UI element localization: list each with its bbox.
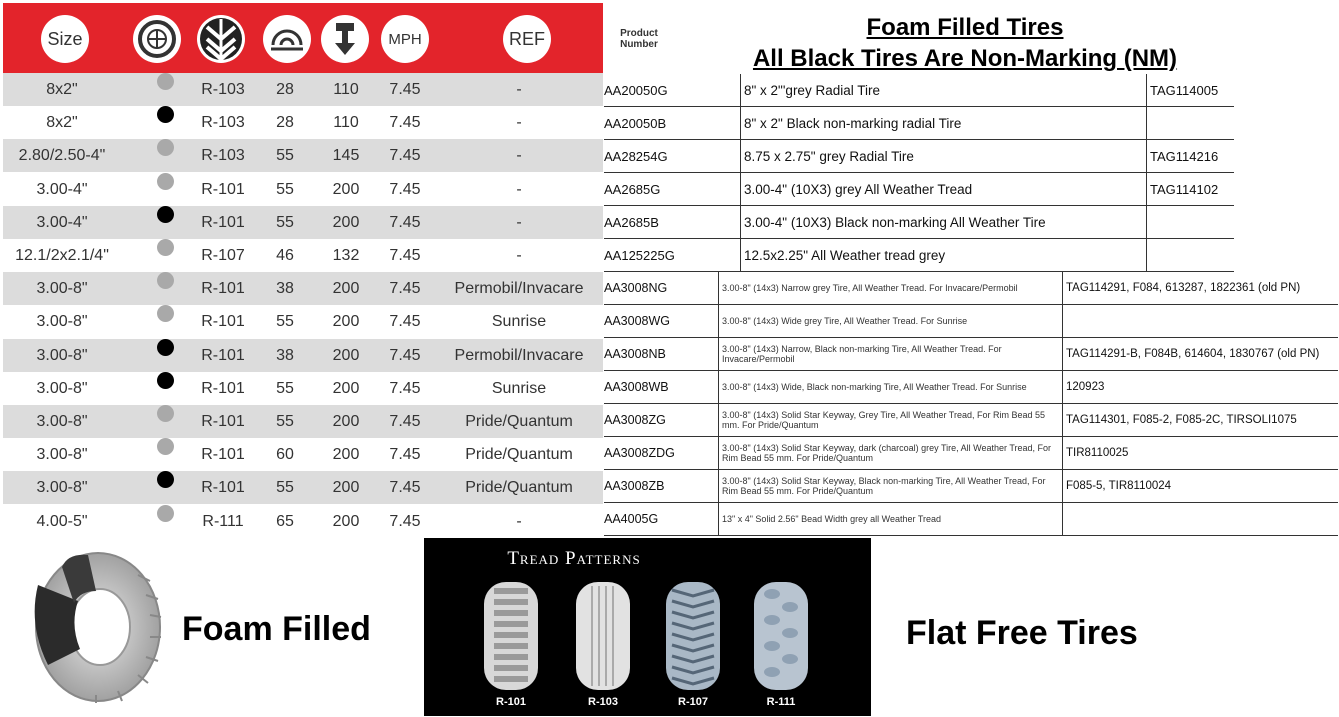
spec-row <box>3 372 603 405</box>
product-number <box>604 470 718 502</box>
product-description-text: 3.00-8" (14x3) Wide grey Tire, All Weather Tread. For Sunrise <box>722 316 968 326</box>
product-tag-text: TAG114301, F085-2, F085-2C, TIRSOLI1075 <box>1066 414 1297 426</box>
title-line-1: Foam Filled Tires <box>866 14 1064 41</box>
product-row <box>604 503 1338 536</box>
product-number <box>604 305 718 337</box>
grey-dot-icon <box>157 173 174 190</box>
product-row <box>604 437 1338 470</box>
spec-load: 200 <box>332 379 360 397</box>
product-tag <box>1062 371 1338 403</box>
spec-mph: 7.45 <box>389 213 421 231</box>
spec-size: 3.00-8" <box>36 413 88 430</box>
product-tag-text: TAG114102 <box>1150 181 1219 197</box>
spec-tread: R-101 <box>201 379 245 397</box>
product-number <box>604 107 740 139</box>
product-description <box>740 74 1146 106</box>
product-description-text: 3.00-8" (14x3) Wide, Black non-marking Tire, All Weather Tread. For Sunrise <box>722 382 1027 392</box>
tread-tire-r-107 <box>662 580 724 692</box>
spec-load: 200 <box>332 346 360 364</box>
spec-mph: 7.45 <box>389 247 421 264</box>
spec-tread: R-101 <box>201 346 245 364</box>
product-tag <box>1146 239 1234 271</box>
product-row <box>604 404 1338 437</box>
spec-load: 200 <box>332 313 360 331</box>
spec-tread: R-103 <box>201 147 245 165</box>
product-description <box>718 305 1062 337</box>
ply-icon <box>263 15 311 63</box>
product-description-text: 3.00-8" (14x3) Narrow grey Tire, All Weather Tread. For Invacare/Permobil <box>722 283 1018 293</box>
spec-ply: 38 <box>276 346 294 364</box>
spec-ply: 28 <box>276 114 294 132</box>
product-description-text: 3.00-8" (14x3) Narrow, Black non-marking Tire, All Weather Tread. For Invacare/Permobil <box>722 344 1002 364</box>
black-dot-icon <box>157 471 174 488</box>
tread-label: R-111 <box>766 696 796 708</box>
product-number-text: AA125225G <box>604 247 675 263</box>
product-row <box>604 272 1338 305</box>
spec-ply: 28 <box>276 81 294 98</box>
product-description <box>740 239 1146 271</box>
product-number <box>604 173 740 205</box>
page-title <box>700 12 1230 74</box>
product-description-text: 13" x 4" Solid 2.56" Bead Width grey all Weather Tread <box>722 514 942 524</box>
spec-size: 3.00-8" <box>36 446 88 464</box>
product-tag <box>1146 107 1234 139</box>
product-tag-text: TAG114291-B, F084B, 614604, 1830767 (old PN) <box>1066 348 1320 360</box>
spec-mph: 7.45 <box>389 147 421 165</box>
product-description <box>718 371 1062 403</box>
spec-load: 200 <box>332 446 360 464</box>
product-description-text: 8" x 2" Black non-marking radial Tire <box>744 115 962 131</box>
spec-row <box>3 405 603 438</box>
product-number-text: AA2685B <box>604 214 659 230</box>
product-number <box>604 371 718 403</box>
spec-size: 12.1/2x2.1/4" <box>15 247 109 264</box>
product-description-text: 3.00-8" (14x3) Solid Star Keyway, dark (charcoal) grey Tire, All Weather Tread, For Rim Bead 55 mm. For Pride/Quantum <box>722 443 1051 463</box>
spec-ref: - <box>516 247 522 264</box>
product-tag <box>1062 470 1338 502</box>
spec-mph: 7.45 <box>389 180 421 198</box>
product-number-text: AA20050B <box>604 115 667 131</box>
spec-row <box>3 438 603 471</box>
product-number <box>604 503 718 535</box>
spec-load: 200 <box>332 180 360 198</box>
foam-filled-label: Foam Filled <box>182 610 371 648</box>
product-number <box>604 206 740 238</box>
tread-patterns-panel <box>424 538 871 716</box>
product-number-text: AA3008WG <box>604 314 671 328</box>
spec-tread: R-101 <box>201 413 245 430</box>
product-row <box>604 239 1234 272</box>
spec-size: 3.00-4" <box>36 180 88 198</box>
product-number <box>604 74 740 106</box>
product-row <box>604 206 1234 239</box>
product-tag <box>1062 305 1338 337</box>
spec-mph: 7.45 <box>389 413 421 430</box>
spec-load: 200 <box>332 479 360 497</box>
spec-row <box>3 206 603 239</box>
spec-row <box>3 239 603 272</box>
spec-row <box>3 305 603 338</box>
header-product-label-1: Product <box>620 28 658 39</box>
tread-tire-r-111 <box>750 580 812 692</box>
product-description <box>718 470 1062 502</box>
product-description-text: 3.00-4" (10X3) grey All Weather Tread <box>744 181 973 197</box>
grey-dot-icon <box>157 305 174 322</box>
spec-row <box>3 339 603 372</box>
spec-tread: R-101 <box>201 280 245 298</box>
product-row <box>604 173 1234 206</box>
spec-mph: 7.45 <box>389 479 421 497</box>
product-tag <box>1146 140 1234 172</box>
product-row <box>604 107 1234 140</box>
header-ref-label: REF <box>509 28 545 49</box>
flat-free-tires-label: Flat Free Tires <box>906 614 1138 652</box>
product-tag-text: TAG114216 <box>1150 148 1219 164</box>
product-description <box>718 503 1062 535</box>
spec-ref: - <box>516 114 522 132</box>
spec-ply: 46 <box>276 247 294 264</box>
spec-ply: 55 <box>276 313 294 331</box>
product-number-text: AA3008ZDG <box>604 446 675 460</box>
product-tag <box>1062 404 1338 436</box>
spec-row <box>3 106 603 139</box>
product-number-text: AA3008WB <box>604 380 669 394</box>
product-number <box>604 404 718 436</box>
spec-load: 200 <box>332 213 360 231</box>
tread-label: R-101 <box>496 696 526 708</box>
tread-patterns-title: Tread Patterns <box>507 548 641 569</box>
spec-load: 200 <box>332 512 360 530</box>
spec-ply: 60 <box>276 446 294 464</box>
spec-row <box>3 471 603 504</box>
product-description-text: 8" x 2"'grey Radial Tire <box>744 82 880 98</box>
spec-mph: 7.45 <box>389 446 421 464</box>
product-number-text: AA20050G <box>604 82 668 98</box>
spec-mph: 7.45 <box>389 379 421 397</box>
product-tag-text: 120923 <box>1066 381 1105 393</box>
spec-mph: 7.45 <box>389 81 421 98</box>
spec-tread: R-101 <box>201 213 245 231</box>
spec-tread: R-101 <box>201 180 245 198</box>
spec-tread: R-101 <box>201 313 245 331</box>
product-description <box>740 140 1146 172</box>
spec-mph: 7.45 <box>389 280 421 298</box>
spec-ref: Permobil/Invacare <box>454 280 584 298</box>
spec-load: 200 <box>332 413 360 430</box>
spec-ply: 55 <box>276 379 294 397</box>
tire-color-icon <box>133 15 181 63</box>
spec-size: 3.00-8" <box>36 280 88 298</box>
product-description-text: 3.00-4" (10X3) Black non-marking All Weather Tire <box>744 214 1046 230</box>
header-mph <box>381 15 429 63</box>
spec-size: 4.00-5" <box>36 512 88 530</box>
load-icon <box>321 15 369 63</box>
product-number <box>604 272 718 304</box>
spec-ref: - <box>516 512 522 530</box>
spec-row <box>3 505 603 538</box>
product-row <box>604 470 1338 503</box>
spec-ref: - <box>516 147 522 165</box>
product-row <box>604 305 1338 338</box>
spec-row <box>3 272 603 305</box>
product-tag-text: TAG114005 <box>1150 82 1219 98</box>
spec-ref: - <box>516 180 522 198</box>
product-number <box>604 140 740 172</box>
spec-tread: R-111 <box>202 512 244 530</box>
spec-load: 110 <box>333 81 359 98</box>
header-mph-label: MPH <box>388 30 422 48</box>
spec-ply: 55 <box>276 413 294 430</box>
product-description <box>718 338 1062 370</box>
product-number-text: AA3008NB <box>604 347 666 361</box>
grey-dot-icon <box>157 438 174 455</box>
product-description <box>718 437 1062 469</box>
spec-load: 132 <box>332 247 360 264</box>
spec-size: 3.00-4" <box>36 213 88 231</box>
product-tag <box>1062 272 1338 304</box>
spec-ply: 55 <box>276 147 294 165</box>
product-row <box>604 140 1234 173</box>
spec-mph: 7.45 <box>389 313 421 331</box>
spec-ref: Pride/Quantum <box>465 413 573 430</box>
product-row <box>604 74 1234 107</box>
tread-tire-r-101 <box>480 580 542 692</box>
product-tag-text: TIR8110025 <box>1066 447 1129 459</box>
grey-dot-icon <box>157 73 174 90</box>
product-number-text: AA3008ZG <box>604 413 666 427</box>
product-description <box>740 206 1146 238</box>
spec-ref: Permobil/Invacare <box>454 346 584 364</box>
tread-tire-r-103 <box>572 580 634 692</box>
spec-load: 145 <box>332 147 360 165</box>
black-dot-icon <box>157 372 174 389</box>
spec-ref: Sunrise <box>491 313 547 331</box>
header-ref <box>503 15 551 63</box>
spec-tread: R-107 <box>201 247 245 264</box>
grey-dot-icon <box>157 505 174 522</box>
product-description <box>740 107 1146 139</box>
spec-mph: 7.45 <box>389 512 421 530</box>
spec-ply: 55 <box>276 180 294 198</box>
tread-label: R-103 <box>588 696 618 708</box>
product-table <box>604 74 1338 534</box>
spec-ply: 38 <box>276 280 294 298</box>
header-product-label-2: Number <box>620 39 658 50</box>
black-dot-icon <box>157 206 174 223</box>
grey-dot-icon <box>157 272 174 289</box>
spec-size: 3.00-8" <box>36 346 88 364</box>
product-number <box>604 437 718 469</box>
product-number-text: AA4005G <box>604 512 659 526</box>
spec-mph: 7.45 <box>389 114 421 132</box>
product-description-text: 8.75 x 2.75" grey Radial Tire <box>744 148 914 164</box>
product-description <box>718 272 1062 304</box>
product-tag <box>1146 206 1234 238</box>
product-row <box>604 338 1338 371</box>
spec-ref: - <box>516 213 522 231</box>
product-row <box>604 371 1338 404</box>
grey-dot-icon <box>157 139 174 156</box>
spec-ply: 55 <box>276 213 294 231</box>
tread-icon <box>197 15 245 63</box>
spec-tread: R-101 <box>201 479 245 497</box>
spec-ref: Pride/Quantum <box>465 446 573 464</box>
spec-load: 200 <box>332 280 360 298</box>
spec-size: 3.00-8" <box>36 379 88 397</box>
product-description-text: 12.5x2.25" All Weather tread grey <box>744 247 946 263</box>
spec-row <box>3 173 603 206</box>
product-description-text: 3.00-8" (14x3) Solid Star Keyway, Grey Tire, All Weather Tread, For Rim Bead 55 mm. For Pride/Quantum <box>722 410 1045 430</box>
product-tag <box>1146 173 1234 205</box>
grey-dot-icon <box>157 405 174 422</box>
spec-row <box>3 73 603 106</box>
product-tag <box>1062 338 1338 370</box>
product-tag <box>1146 74 1234 106</box>
product-tag <box>1062 503 1338 535</box>
product-description-text: 3.00-8" (14x3) Solid Star Keyway, Black non-marking Tire, All Weather Tread, For Rim Bead 55 mm. For Pride/Quantum <box>722 476 1046 496</box>
spec-tread: R-103 <box>201 81 245 98</box>
spec-ref: Pride/Quantum <box>465 479 573 497</box>
product-tag <box>1062 437 1338 469</box>
header-size-label: Size <box>47 28 83 49</box>
spec-size: 3.00-8" <box>36 479 88 497</box>
product-number-text: AA3008ZB <box>604 479 665 493</box>
spec-tread: R-101 <box>201 446 245 464</box>
grey-dot-icon <box>157 239 174 256</box>
spec-size: 2.80/2.50-4" <box>18 147 106 165</box>
header-product-number <box>615 15 663 63</box>
spec-ply: 65 <box>276 512 294 530</box>
product-description <box>718 404 1062 436</box>
header-size <box>41 15 89 63</box>
spec-ply: 55 <box>276 479 294 497</box>
spec-ref: Sunrise <box>491 379 547 397</box>
spec-tread: R-103 <box>201 114 245 132</box>
spec-row <box>3 139 603 172</box>
spec-load: 110 <box>333 114 359 132</box>
product-number <box>604 239 740 271</box>
spec-ref: - <box>516 81 522 98</box>
spec-mph: 7.45 <box>389 346 421 364</box>
product-number-text: AA3008NG <box>604 281 668 295</box>
black-dot-icon <box>157 106 174 123</box>
tread-label: R-107 <box>678 696 708 708</box>
spec-table-header <box>3 3 658 73</box>
title-line-2: All Black Tires Are Non-Marking (NM) <box>752 45 1178 72</box>
product-description <box>740 173 1146 205</box>
black-dot-icon <box>157 339 174 356</box>
product-tag-text: TAG114291, F084, 613287, 1822361 (old PN) <box>1066 282 1301 294</box>
product-tag-text: F085-5, TIR8110024 <box>1066 480 1172 492</box>
product-number <box>604 338 718 370</box>
spec-size: 8x2" <box>46 114 78 132</box>
spec-size: 3.00-8" <box>36 313 88 331</box>
product-number-text: AA2685G <box>604 181 661 197</box>
product-number-text: AA28254G <box>604 148 668 164</box>
spec-size: 8x2" <box>46 81 78 98</box>
foam-tire-cutaway-illustration <box>18 545 163 705</box>
